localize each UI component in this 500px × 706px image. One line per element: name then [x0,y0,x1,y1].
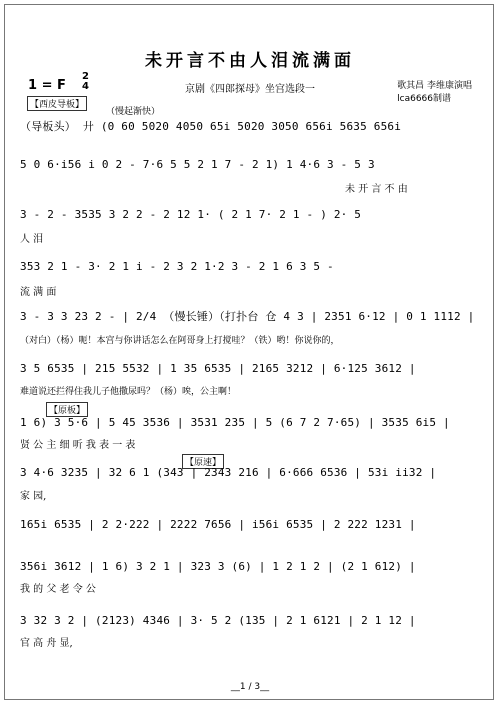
credits [397,80,472,106]
score-line-10: 356i 3612 | 1 6) 3 2 1 | 323 3 (6) | 1 2 1 2 | (2 1 612) | [20,560,416,573]
lyric-line-2: 未 开 言 不 由 [345,184,408,195]
mode-label: 【西皮导板】 [27,96,87,111]
opera-subtitle: 京剧《四郎探母》坐宫选段一 [185,84,315,95]
lyric-line-3: 人 泪 [20,234,44,245]
key-signature: 1 = F [28,78,66,93]
lyric-line-7: 贤 公 主 细 听 我 表 一 表 [20,440,136,451]
performer-credit: 歌其昌 李维康演唱 [397,81,472,91]
lyric-line-11: 官 高 舟 显, [20,638,73,649]
dialogue-line-1: （对白）（杨）呃！本宫与你讲话怎么在阿哥身上打搅哇？（铁）哟！你说你的， [20,336,340,346]
page-number: __1 / 3__ [230,682,270,692]
lyric-line-10: 我 的 父 老 令 公 [20,584,96,595]
score-line-9: 165i 6535 | 2 2·222 | 2222 7656 | i56i 6535 | 2 222 1231 | [20,518,416,531]
score-line-7: 1 6) 3 5·6 | 5 45 3536 | 3531 235 | 5 (6 7 2 7·65) | 3535 6i5 | [20,416,450,429]
time-sig-den: 4 [82,81,89,92]
score-maker-credit: lca6666制谱 [397,94,451,104]
lyric-line-4: 流 满 面 [20,287,57,298]
score-line-5: 3 - 3 3 23 2 - | 2/4 （慢长锤）（打扑台 仓 4 3 | 2351 6·12 | 0 1 1112 | [20,310,475,323]
mode-label-2: 【原板】 [46,402,88,417]
score-line-6: 3 5 6535 | 215 5532 | 1 35 6535 | 2165 3212 | 6·125 3612 | [20,362,416,375]
score-line-1: （导板头） 廾 (0 60 5020 4050 65i 5020 3050 656i 5635 656i [20,120,402,133]
score-line-4: 353 2 1 - 3· 2 1 i - 2 3 2 1·2 3 - 2 1 6 3 5 - [20,260,334,273]
score-line-3: 3 - 2 - 3535 3 2 2 - 2 12 1· ( 2 1 7· 2 1 - ) 2· 5 [20,208,362,221]
score-line-11: 3 32 3 2 | (2123) 4346 | 3· 5 2 (135 | 2 1 6121 | 2 1 12 | [20,614,416,627]
speed-annotation-2: 【原速】 [182,454,224,469]
dialogue-line-2: 难道说还拦得住我儿子他撒尿吗？（杨）唉，公主啊！ [20,387,237,397]
song-title: 未开言不由人泪流满面 [145,51,355,71]
time-sig-num: 2 [82,71,89,82]
score-line-8: 3 4·6 3235 | 32 6 1 (343 | 2343 216 | 6·666 6536 | 53i ii32 | [20,466,437,479]
lyric-line-8: 家 园, [20,491,47,502]
score-line-2: 5 0 6·i56 i 0 2 - 7·6 5 5 2 1 7 - 2 1) 1 4·6 3 - 5 3 [20,158,375,171]
speed-annotation: （慢起渐快） [106,107,161,117]
